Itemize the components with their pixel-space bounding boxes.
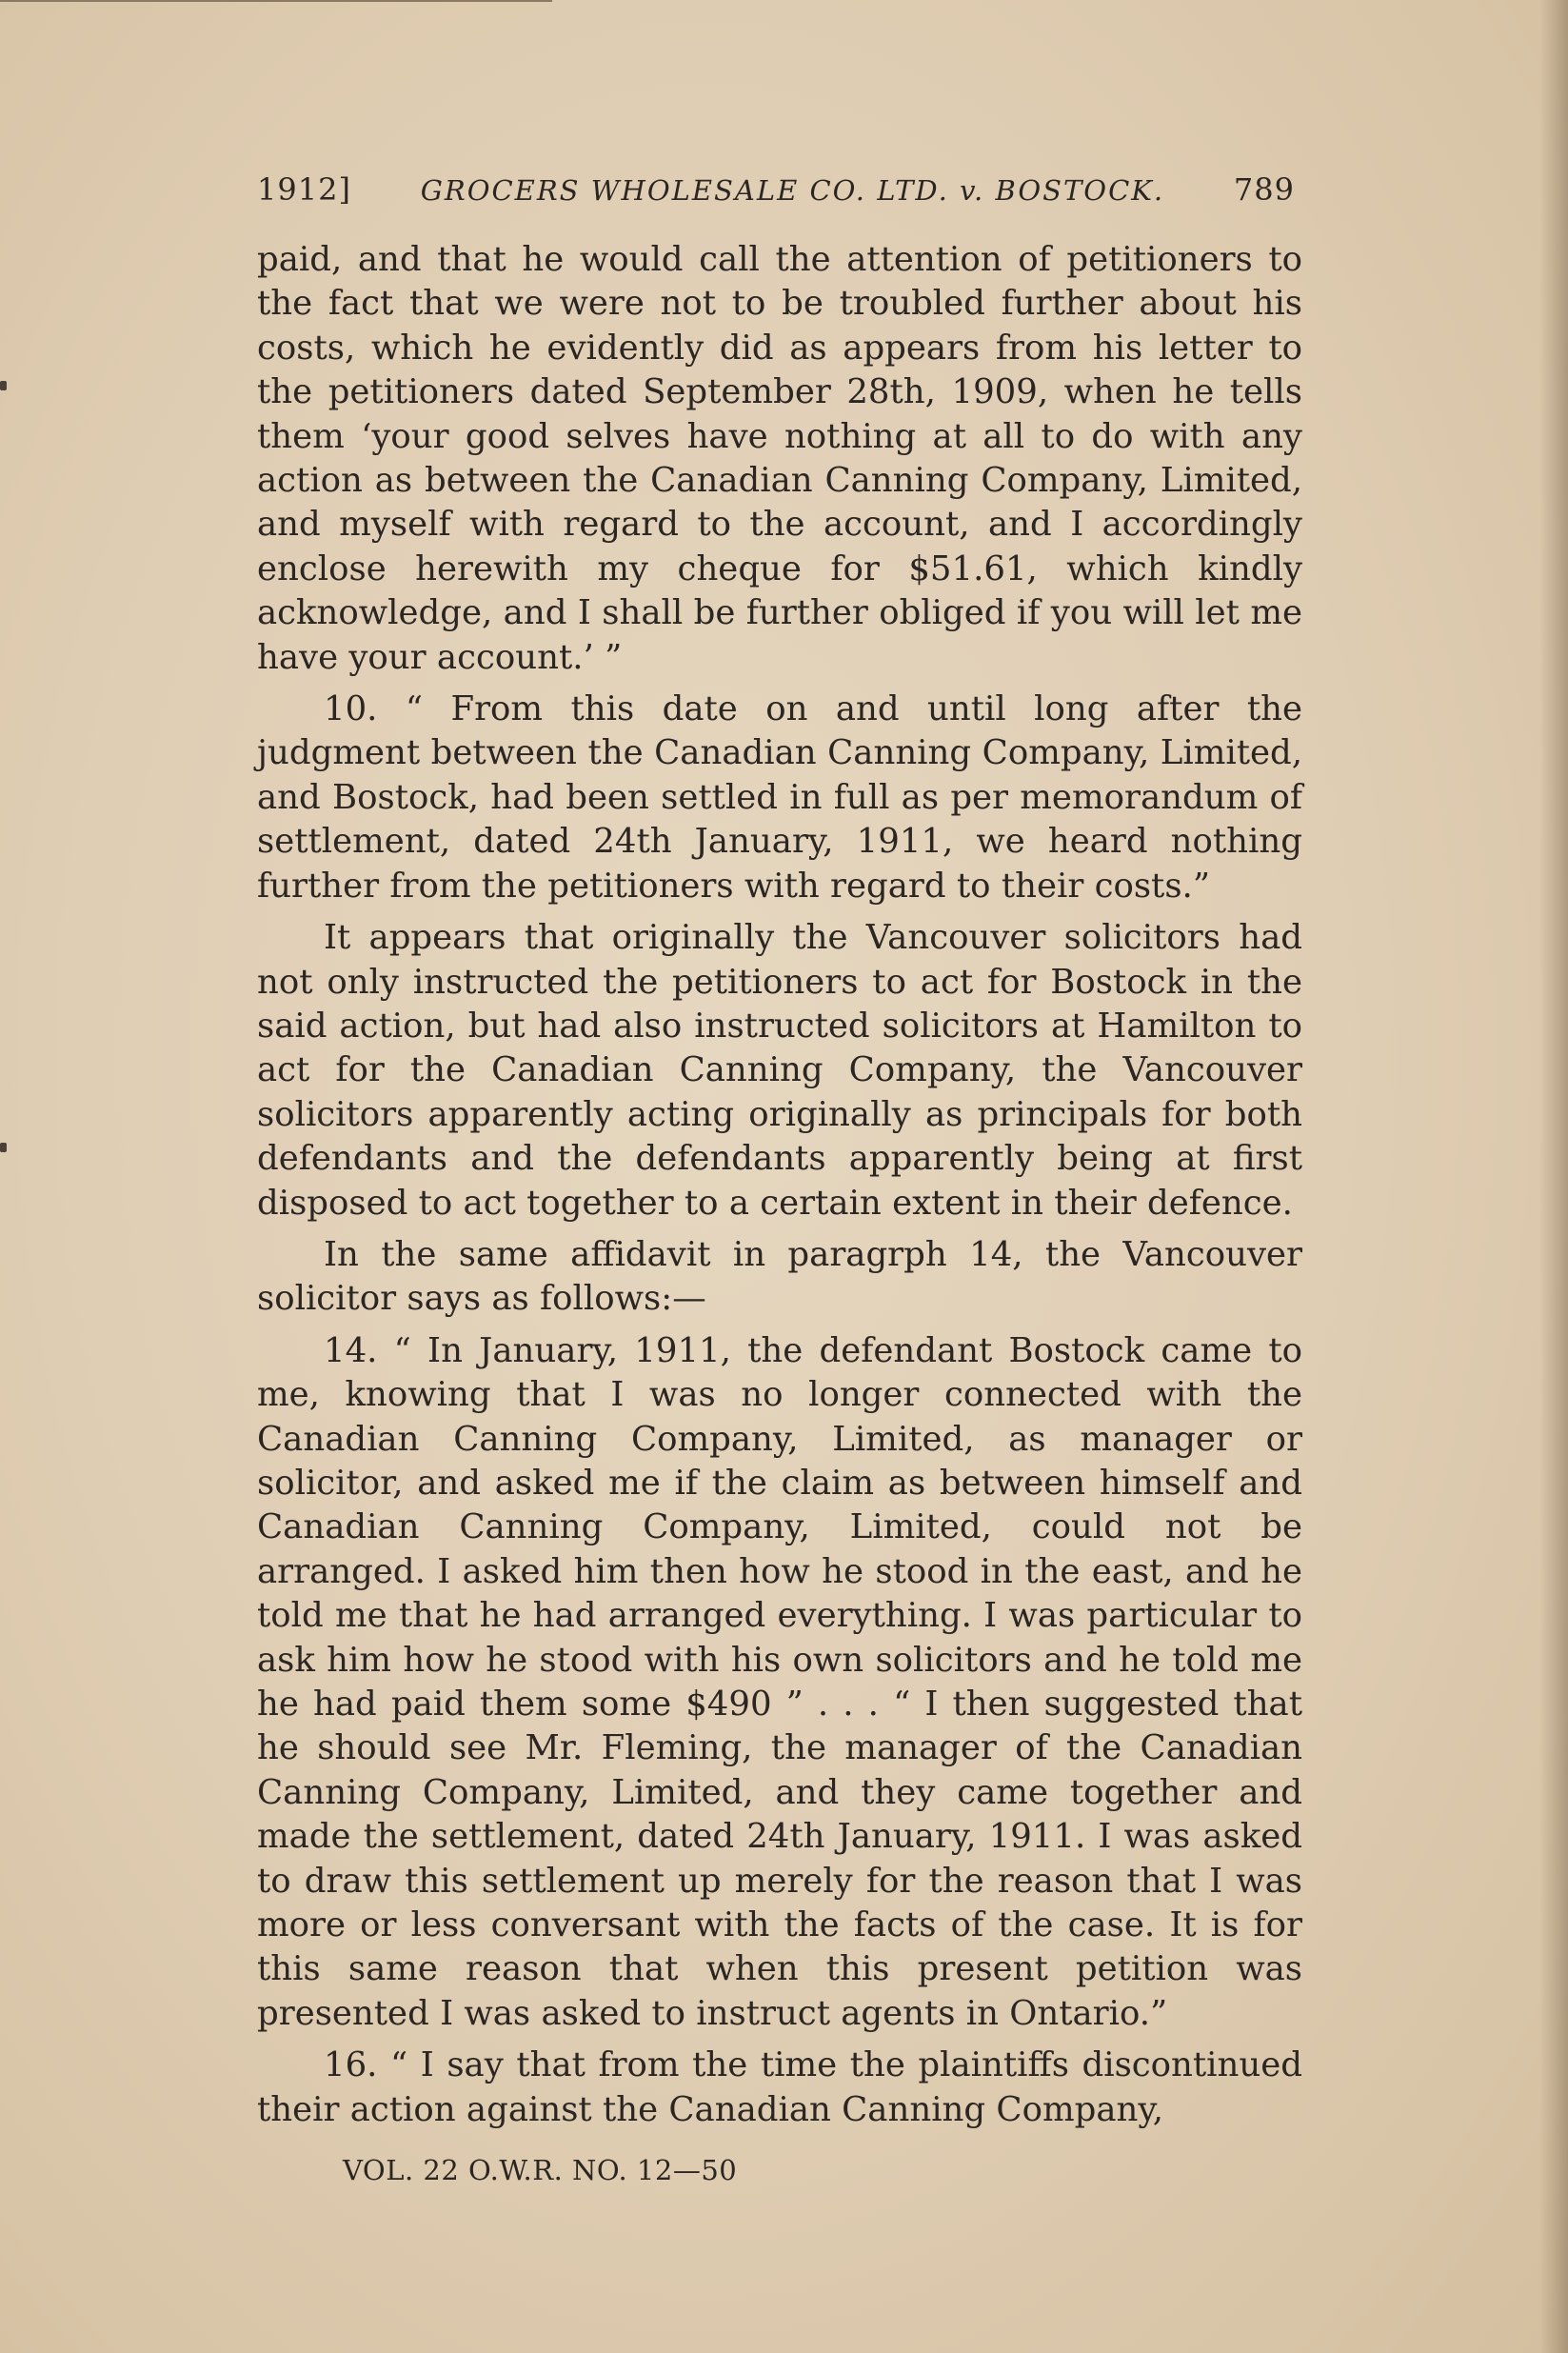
body-text — [257, 238, 1302, 2140]
header-title: GROCERS WHOLESALE CO. LTD. v. BOSTOCK. — [420, 174, 1165, 207]
paragraph: It appears that originally the Vancouver solicitors had not only instructed the petitioners to act for Bostock in the said action, but had also instructed solicitors at Hamilton to act for the Canadian Canning Company, the Vancouver solicitors apparently acting originally as principals for both defendants and the defendants apparently being at first disposed to act together to a certain extent in their defence. — [257, 918, 1302, 1223]
margin-mark — [0, 381, 7, 390]
top-rule — [0, 0, 552, 2]
running-head — [257, 171, 1295, 217]
footer-signature: VOL. 22 O.W.R. NO. 12—50 — [343, 2154, 738, 2186]
paragraph: In the same affidavit in paragrph 14, the Vancouver solicitor says as follows:— — [257, 1234, 1302, 1319]
page-number: 789 — [1233, 171, 1295, 208]
paragraph: 14. “ In January, 1911, the defendant Bostock came to me, knowing that I was no longer connected with the Canadian Canning Company, Limited, as manager or solicitor, and asked me if the claim as between himself and Canadian Canning Company, Limited, could not be arranged. I asked him then how he stood in the east, and he told me that he had arranged everything. I was particular to ask him how he stood with his own solicitors and he told me he had paid them some $490 ” . . . “ I then suggested that he should see Mr. Fleming, the manager of the Canadian Canning Company, Limited, and they came together and made the settlement, dated 24th January, 1911. I was asked to draw this settlement up merely for the reason that I was more or less conversant with the facts of the case. It is for this same reason that when this present petition was presented I was asked to instruct agents in Ontario.” — [257, 1330, 1302, 2033]
paragraph: paid, and that he would call the attention of petitioners to the fact that we were not to be troubled further about his costs, which he evidently did as appears from his letter to the petitioners dated September 28th, 1909, when he tells them ‘your good selves have nothing at all to do with any action as between the Canadian Canning Company, Limited, and myself with regard to the account, and I accordingly enclose herewith my cheque for $51.61, which kindly acknowledge, and I shall be further obliged if you will let me have your account.’ ” — [257, 240, 1302, 677]
paragraph: 10. “ From this date on and until long after the judgment between the Canadian Canning Company, Limited, and Bostock, had been settled in full as per memorandum of settlement, dated 24th January, 1911, we heard nothing further from the petitioners with regard to their costs.” — [257, 689, 1302, 906]
margin-mark — [0, 1143, 7, 1152]
header-year: 1912] — [257, 171, 351, 208]
paragraph: 16. “ I say that from the time the plaintiffs discontinued their action against the Canadian Canning Company, — [257, 2045, 1302, 2129]
